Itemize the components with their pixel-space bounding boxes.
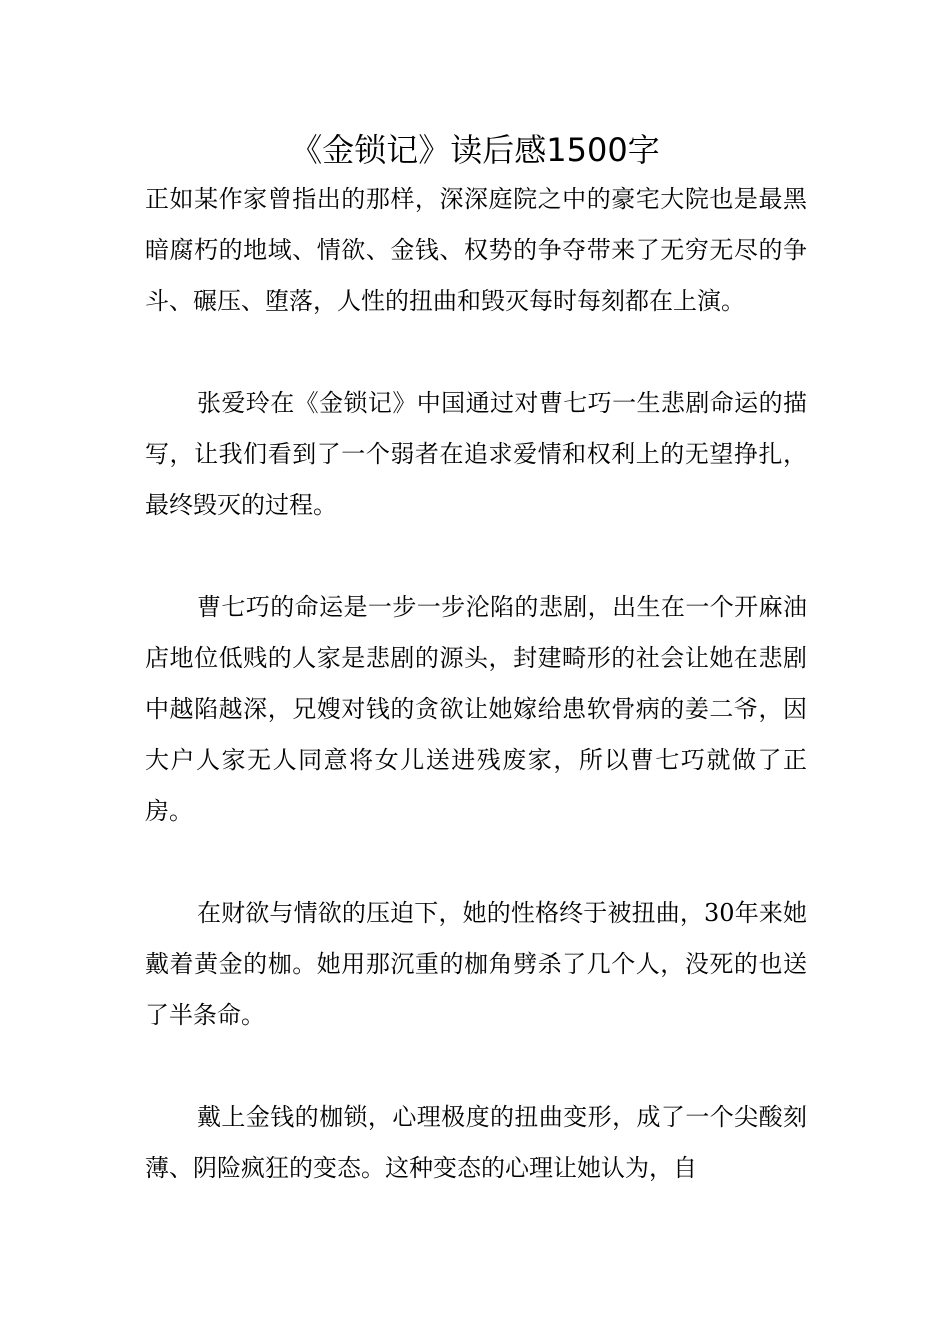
paragraph-4: 在财欲与情欲的压迫下，她的性格终于被扭曲，30年来她戴着黄金的枷。她用那沉重的枷角劈杀了几个人，没死的也送了半条命。 bbox=[145, 899, 807, 1029]
paragraph-5: 戴上金钱的枷锁，心理极度的扭曲变形，成了一个尖酸刻薄、阴险疯狂的变态。这种变态的心理让她认为，自 bbox=[145, 1103, 807, 1182]
paragraph-1: 正如某作家曾指出的那样，深深庭院之中的豪宅大院也是最黑暗腐朽的地域、情欲、金钱、权势的争夺带来了无穷无尽的争斗、碾压、堕落，人性的扭曲和毁灭每时每刻都在上演。 bbox=[145, 185, 807, 315]
document-title: 《金锁记》读后感1500字 bbox=[290, 131, 660, 169]
paragraph-2: 张爱玲在《金锁记》中国通过对曹七巧一生悲剧命运的描写，让我们看到了一个弱者在追求爱情和权利上的无望挣扎，最终毁灭的过程。 bbox=[145, 389, 807, 519]
paragraph-3: 曹七巧的命运是一步一步沦陷的悲剧，出生在一个开麻油店地位低贱的人家是悲剧的源头，封建畸形的社会让她在悲剧中越陷越深，兄嫂对钱的贪欲让她嫁给患软骨病的姜二爷，因大户人家无人同意将女儿送进残废家，所以曹七巧就做了正房。 bbox=[145, 593, 807, 825]
document-body bbox=[145, 174, 807, 1245]
